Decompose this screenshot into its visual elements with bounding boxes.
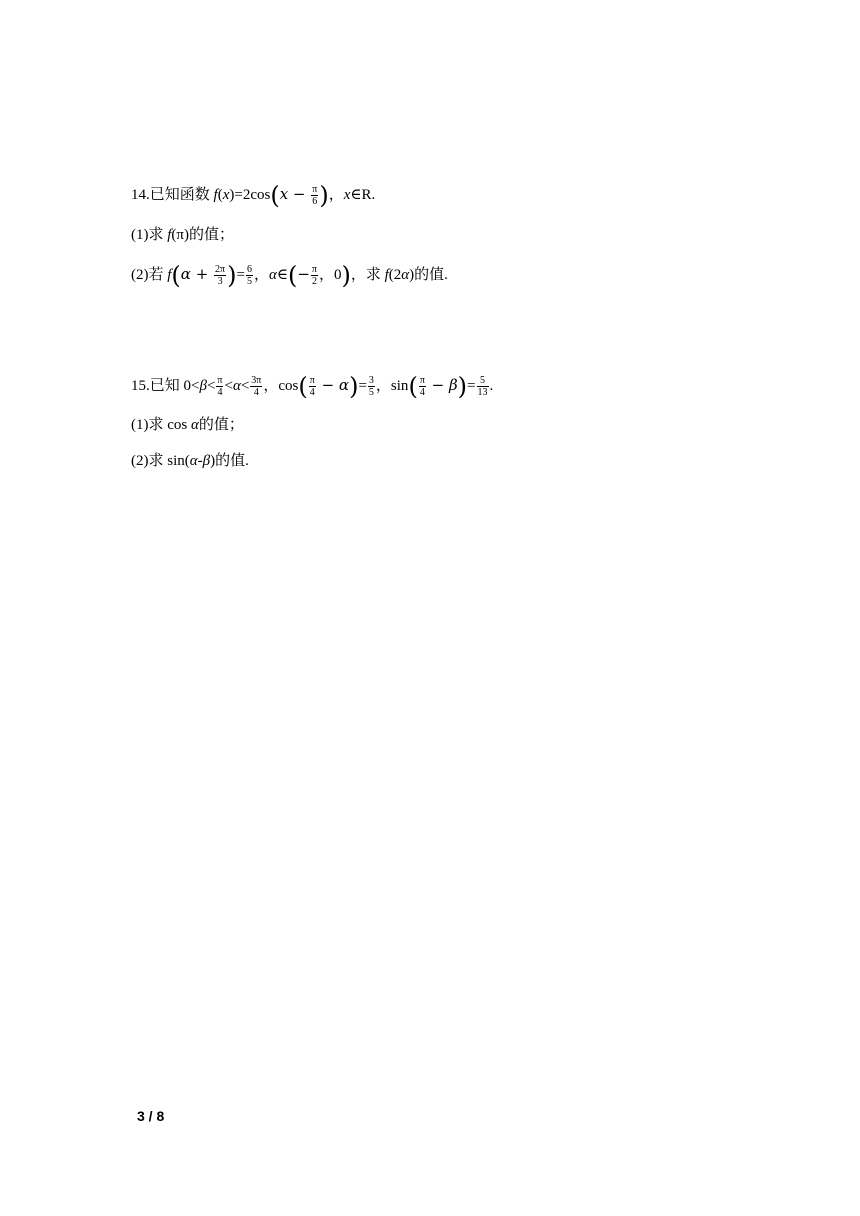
part-1-label: (1)求	[131, 227, 168, 243]
fraction-pi-over-4	[216, 375, 223, 398]
fraction-3-over-5	[368, 375, 375, 398]
minus-sign: −	[297, 265, 310, 283]
minus-sign: -	[197, 453, 203, 469]
variable-beta: β	[202, 453, 211, 469]
denominator: 13	[477, 387, 488, 399]
problem-14-intro: 14.已知函数	[131, 187, 214, 203]
fraction-3pi-over-4	[250, 375, 262, 398]
big-paren-left: (	[408, 372, 418, 401]
fraction-pi-over-2	[311, 264, 318, 287]
function-symbol: f	[167, 267, 172, 283]
part-1-label: (1)求 cos	[131, 417, 191, 433]
interval-end: 0	[333, 267, 342, 283]
cos-function: cos	[278, 378, 299, 394]
denominator: 5	[246, 276, 252, 288]
variable-alpha: α	[401, 267, 410, 283]
numerator: 3π	[251, 375, 262, 387]
fraction-pi-over-4	[309, 375, 316, 398]
minus-sign: −	[426, 376, 449, 394]
fraction-2pi-over-3	[214, 264, 226, 287]
math-x: x	[279, 185, 289, 203]
equals-sign: =	[236, 267, 245, 283]
variable-alpha: α	[189, 453, 198, 469]
numerator: π	[419, 375, 425, 387]
separator: ，	[318, 267, 334, 283]
math-beta: β	[448, 376, 458, 394]
numerator: π	[311, 264, 317, 276]
part-2-text: )的值.	[210, 453, 249, 469]
domain-text: ∈R.	[350, 187, 376, 203]
problem-15-intro: 15.已知 0<	[131, 378, 200, 394]
denominator: 2	[311, 276, 317, 288]
math-alpha: α	[338, 376, 350, 394]
equals-sign: =	[467, 378, 476, 394]
part-2-arg: (2	[388, 267, 402, 283]
part-2-end: )的值.	[409, 267, 448, 283]
part-2-text: ，求	[350, 267, 385, 283]
denominator: 5	[368, 387, 374, 399]
variable-x: x	[222, 187, 230, 203]
variable-x: x	[343, 187, 351, 203]
fraction-pi-over-4	[419, 375, 426, 398]
big-paren-right: )	[319, 181, 329, 210]
fraction-5-over-13	[477, 375, 489, 398]
separator: ，	[253, 267, 269, 283]
problem-14-part-2	[131, 261, 448, 290]
less-than: <	[240, 378, 250, 394]
variable-alpha: α	[191, 417, 199, 433]
big-paren-right: )	[341, 261, 351, 290]
less-than: <	[206, 378, 216, 394]
problem-14-statement: 14.已知函数 f(x)=2cos(x − $\frac{\pi}{6}$ )，x∈R.	[131, 181, 376, 210]
problem-15-part-1	[131, 415, 244, 435]
denominator: 4	[309, 387, 315, 399]
denominator: 4	[253, 387, 259, 399]
denominator: 6	[312, 196, 318, 208]
numerator: π	[309, 375, 315, 387]
big-paren-left: (	[287, 261, 298, 290]
big-paren-left: (	[270, 181, 280, 210]
numerator: 2π	[215, 264, 226, 276]
minus-sign: −	[288, 185, 311, 203]
big-paren-left: (	[171, 261, 181, 290]
separator: ，	[263, 378, 279, 394]
part-2-label: (2)求 sin(	[131, 453, 190, 469]
numerator: 5	[477, 375, 489, 387]
numerator: 3	[368, 375, 374, 387]
variable-alpha: α	[232, 378, 241, 394]
part-2-label: (2)若	[131, 267, 168, 283]
function-symbol: f	[213, 187, 218, 203]
problem-15-statement	[131, 372, 494, 401]
math-alpha: α	[180, 265, 191, 283]
denominator: 3	[217, 276, 223, 288]
part-1-text: (π)的值；	[171, 227, 234, 243]
page-number: 3 / 8	[137, 1108, 165, 1124]
equals-sign: =	[358, 378, 367, 394]
fraction-6-over-5	[246, 264, 253, 287]
big-paren-right: )	[349, 372, 359, 401]
sin-function: sin	[390, 378, 409, 394]
variable-beta: β	[199, 378, 207, 394]
big-paren-right: )	[227, 261, 237, 290]
denominator: 4	[217, 387, 223, 399]
big-paren-right: )	[457, 372, 468, 401]
function-symbol: f	[167, 227, 172, 243]
fraction-pi-over-6	[311, 184, 318, 207]
element-of-sign: ∈	[276, 267, 288, 283]
plus-sign: +	[190, 265, 214, 283]
separator: ，	[375, 378, 391, 394]
separator: ，	[328, 187, 344, 203]
big-paren-left: (	[298, 372, 308, 401]
denominator: 4	[419, 387, 425, 399]
numerator: π	[312, 184, 318, 196]
problem-14-part-1	[131, 225, 234, 245]
problem-15-part-2	[131, 451, 249, 471]
period: .	[489, 378, 494, 394]
cos-expression: )=2cos	[229, 187, 271, 203]
function-symbol: f	[384, 267, 389, 283]
part-1-text: 的值；	[198, 417, 244, 433]
numerator: π	[217, 375, 223, 387]
minus-sign: −	[316, 376, 339, 394]
numerator: 6	[246, 264, 252, 276]
variable-alpha: α	[268, 267, 277, 283]
less-than: <	[224, 378, 233, 394]
